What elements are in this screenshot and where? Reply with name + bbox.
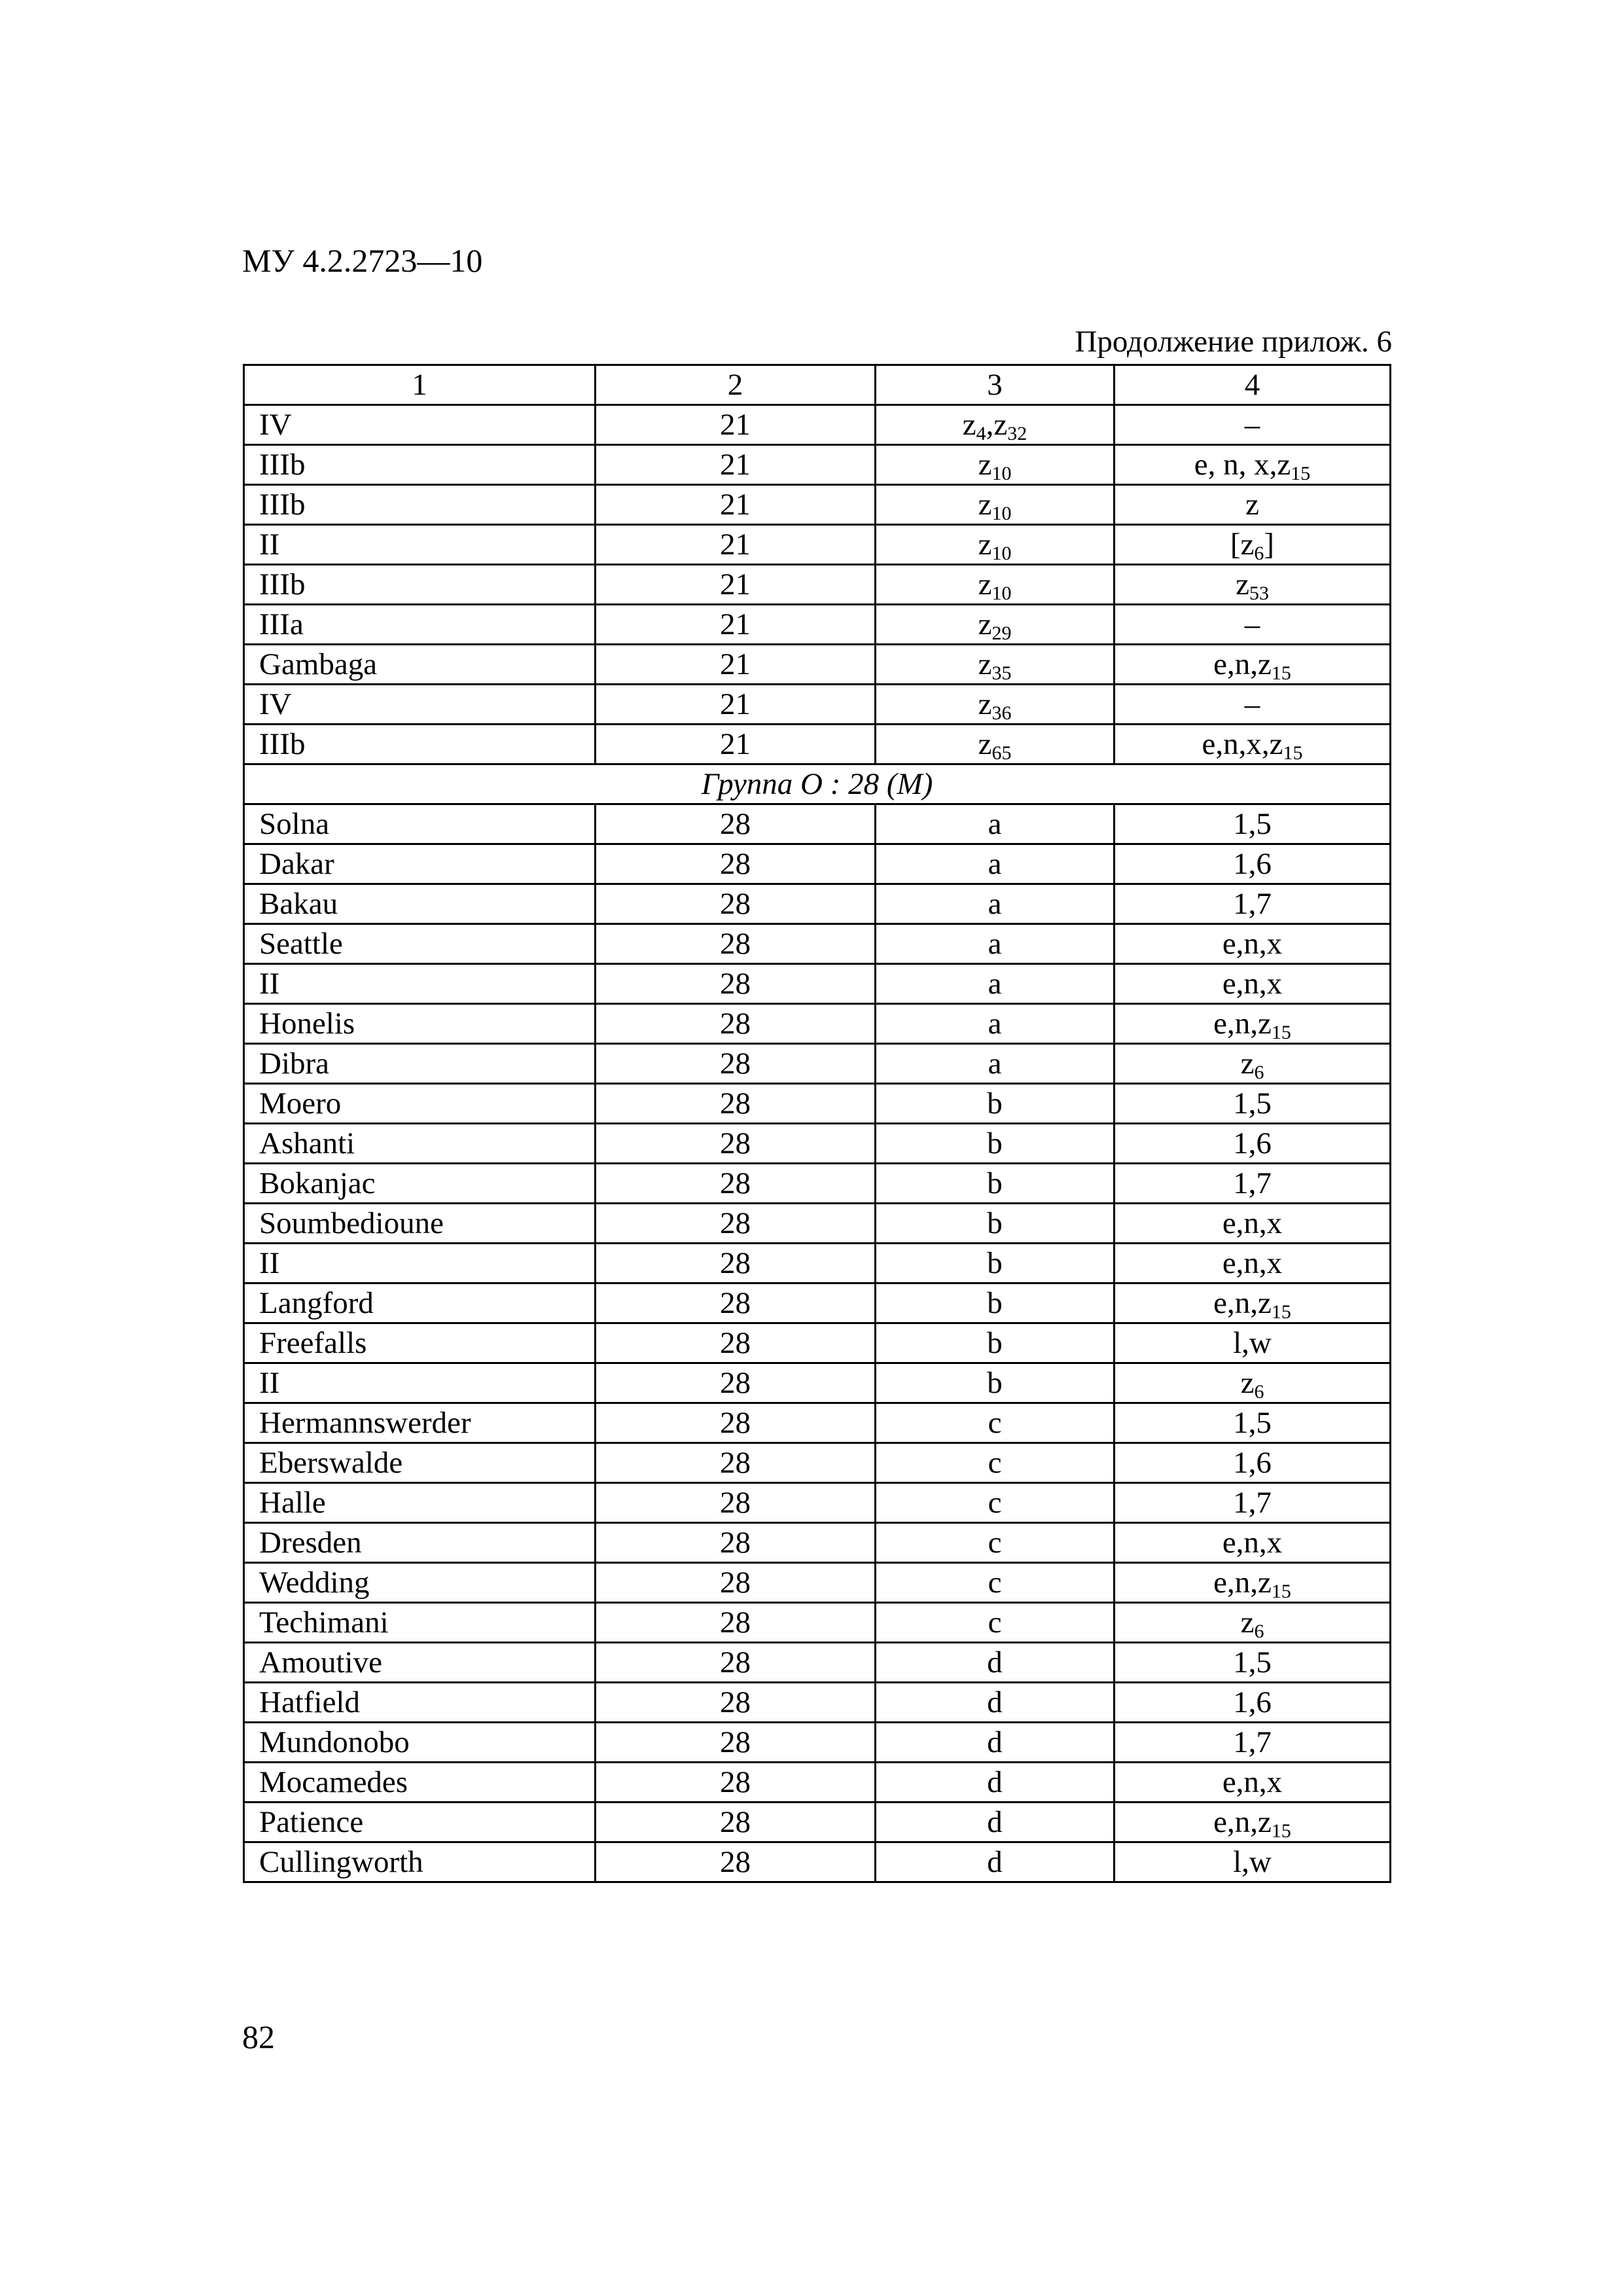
group-title: Группа О : 28 (M) (244, 764, 1391, 804)
cell-text: 1,5 (1233, 1405, 1272, 1440)
phase2-antigen-cell (1115, 964, 1391, 1004)
phase2-antigen-cell (1115, 1803, 1391, 1842)
phase2-antigen-cell (1115, 1483, 1391, 1523)
phase1-antigen-cell (876, 1164, 1115, 1204)
cell-text: e,n,x (1222, 926, 1283, 961)
phase2-antigen-cell (1115, 445, 1391, 485)
table-row (244, 1164, 1391, 1204)
phase1-antigen-cell (876, 1483, 1115, 1523)
cell-subscript: 10 (991, 462, 1012, 484)
cell-text: a (988, 1006, 1002, 1041)
serovar-name-cell: II (244, 1363, 596, 1403)
o-antigen-cell: 28 (596, 1363, 876, 1403)
cell-text: e,n,x (1222, 966, 1283, 1001)
phase1-antigen-cell (876, 725, 1115, 764)
cell-text: e,n,x (1222, 1765, 1283, 1799)
o-antigen-cell: 28 (596, 1723, 876, 1763)
o-antigen-cell: 28 (596, 1283, 876, 1323)
o-antigen-cell: 28 (596, 1443, 876, 1483)
phase2-antigen-cell (1115, 804, 1391, 844)
cell-text: c (988, 1485, 1002, 1520)
cell-text: 1,6 (1233, 1685, 1272, 1719)
serovar-name-cell: Dresden (244, 1523, 596, 1563)
table-body (244, 365, 1391, 1882)
o-antigen-cell: 28 (596, 844, 876, 884)
phase2-antigen-cell (1115, 1603, 1391, 1643)
serovar-name-cell: Soumbedioune (244, 1204, 596, 1244)
cell-subscript: 10 (991, 502, 1012, 524)
cell-text: a (988, 886, 1002, 921)
phase1-antigen-cell (876, 605, 1115, 645)
phase1-antigen-cell (876, 964, 1115, 1004)
phase1-antigen-cell (876, 645, 1115, 685)
table-row (244, 1403, 1391, 1443)
cell-text: e,n,z (1213, 647, 1272, 681)
cell-text: c (988, 1605, 1002, 1640)
cell-text: c (988, 1525, 1002, 1560)
phase2-antigen-cell (1115, 1004, 1391, 1044)
serovar-name-cell: Amoutive (244, 1643, 596, 1683)
cell-text: z (1240, 1605, 1255, 1640)
serovar-name-cell: Gambaga (244, 645, 596, 685)
cell-text: b (987, 1086, 1003, 1121)
o-antigen-cell: 21 (596, 565, 876, 605)
phase2-antigen-cell (1115, 1044, 1391, 1084)
cell-text: z (978, 527, 992, 562)
table-row (244, 1084, 1391, 1124)
table-row (244, 605, 1391, 645)
cell-subscript: 36 (991, 702, 1012, 724)
phase1-antigen-cell (876, 1363, 1115, 1403)
cell-text: ,z (986, 407, 1008, 442)
o-antigen-cell: 28 (596, 1483, 876, 1523)
o-antigen-cell: 28 (596, 1403, 876, 1443)
table-row (244, 1763, 1391, 1803)
phase2-antigen-cell (1115, 1363, 1391, 1403)
cell-text: z (1236, 567, 1249, 601)
phase2-antigen-cell (1115, 1523, 1391, 1563)
o-antigen-cell: 21 (596, 445, 876, 485)
column-header-1: 1 (244, 365, 596, 405)
phase1-antigen-cell (876, 1563, 1115, 1603)
serotype-table (243, 364, 1391, 1883)
cell-text: 1,7 (1233, 1485, 1272, 1520)
o-antigen-cell: 28 (596, 1842, 876, 1882)
o-antigen-cell: 21 (596, 525, 876, 565)
table-row (244, 525, 1391, 565)
phase2-antigen-cell (1115, 645, 1391, 685)
cell-text: 1,5 (1233, 1086, 1272, 1121)
phase2-antigen-cell (1115, 565, 1391, 605)
cell-text: e, n, x,z (1194, 447, 1291, 482)
serovar-name-cell: Mundonobo (244, 1723, 596, 1763)
phase1-antigen-cell (876, 1403, 1115, 1443)
o-antigen-cell: 28 (596, 924, 876, 964)
phase2-antigen-cell (1115, 1683, 1391, 1723)
cell-subscript: 29 (991, 622, 1012, 644)
phase2-antigen-cell (1115, 1842, 1391, 1882)
phase2-antigen-cell (1115, 1204, 1391, 1244)
cell-text: e,n,x (1222, 1525, 1283, 1560)
phase1-antigen-cell (876, 924, 1115, 964)
o-antigen-cell: 28 (596, 1164, 876, 1204)
cell-text: z (962, 407, 976, 442)
serovar-name-cell: IIIb (244, 565, 596, 605)
table-row (244, 884, 1391, 924)
phase2-antigen-cell (1115, 1763, 1391, 1803)
serovar-name-cell: Dibra (244, 1044, 596, 1084)
table-row (244, 1523, 1391, 1563)
phase1-antigen-cell (876, 485, 1115, 525)
cell-text: b (987, 1206, 1003, 1240)
cell-text: – (1244, 687, 1260, 721)
cell-text: 1,5 (1233, 1645, 1272, 1679)
phase1-antigen-cell (876, 1244, 1115, 1283)
cell-text: d (987, 1685, 1003, 1719)
o-antigen-cell: 28 (596, 804, 876, 844)
serovar-name-cell: Wedding (244, 1563, 596, 1603)
cell-text: z (978, 487, 992, 522)
serovar-name-cell: Ashanti (244, 1124, 596, 1164)
o-antigen-cell: 21 (596, 605, 876, 645)
phase1-antigen-cell (876, 1523, 1115, 1563)
serovar-name-cell: IIIa (244, 605, 596, 645)
phase2-antigen-cell (1115, 485, 1391, 525)
document-code: МУ 4.2.2723—10 (242, 242, 483, 279)
table-header-row (244, 365, 1391, 405)
cell-subscript: 6 (1254, 1380, 1264, 1403)
cell-text: b (987, 1126, 1003, 1160)
phase2-antigen-cell (1115, 1124, 1391, 1164)
cell-text: a (988, 926, 1002, 961)
phase1-antigen-cell (876, 1084, 1115, 1124)
table-row (244, 1683, 1391, 1723)
cell-text: b (987, 1285, 1003, 1320)
cell-text: z (978, 607, 992, 641)
phase1-antigen-cell (876, 1763, 1115, 1803)
o-antigen-cell: 28 (596, 1244, 876, 1283)
table-row (244, 964, 1391, 1004)
page-number: 82 (242, 2018, 275, 2055)
cell-text: z (978, 726, 992, 761)
cell-text: 1,7 (1233, 1725, 1272, 1759)
group-title-row (244, 764, 1391, 804)
cell-text: a (988, 846, 1002, 881)
serovar-name-cell: IIIb (244, 725, 596, 764)
cell-text: b (987, 1166, 1003, 1200)
table-row (244, 1204, 1391, 1244)
cell-subscript: 15 (1291, 462, 1311, 484)
cell-subscript: 6 (1254, 1620, 1264, 1642)
phase2-antigen-cell (1115, 1164, 1391, 1204)
column-header-2: 2 (596, 365, 876, 405)
o-antigen-cell: 28 (596, 884, 876, 924)
phase2-antigen-cell (1115, 1563, 1391, 1603)
serovar-name-cell: II (244, 525, 596, 565)
table-row (244, 1363, 1391, 1403)
table-row (244, 1323, 1391, 1363)
table-row (244, 1044, 1391, 1084)
phase2-antigen-cell (1115, 1084, 1391, 1124)
table-row (244, 1244, 1391, 1283)
cell-text: 1,6 (1233, 1126, 1272, 1160)
cell-text: – (1244, 407, 1260, 442)
phase1-antigen-cell (876, 1643, 1115, 1683)
phase1-antigen-cell (876, 1603, 1115, 1643)
cell-text: e,n,x (1222, 1206, 1283, 1240)
serovar-name-cell: Eberswalde (244, 1443, 596, 1483)
phase1-antigen-cell (876, 565, 1115, 605)
cell-text: d (987, 1804, 1003, 1839)
o-antigen-cell: 28 (596, 1204, 876, 1244)
phase2-antigen-cell (1115, 1323, 1391, 1363)
serovar-name-cell: Hatfield (244, 1683, 596, 1723)
serovar-name-cell: IIIb (244, 485, 596, 525)
phase2-antigen-cell (1115, 405, 1391, 445)
o-antigen-cell: 21 (596, 725, 876, 764)
cell-text: l,w (1233, 1844, 1272, 1879)
cell-text: a (988, 966, 1002, 1001)
o-antigen-cell: 28 (596, 1563, 876, 1603)
phase1-antigen-cell (876, 1323, 1115, 1363)
serovar-name-cell: Hermannswerder (244, 1403, 596, 1443)
cell-subscript: 4 (976, 422, 986, 444)
cell-text: z (978, 447, 992, 482)
phase1-antigen-cell (876, 405, 1115, 445)
phase1-antigen-cell (876, 884, 1115, 924)
table-row (244, 844, 1391, 884)
phase2-antigen-cell (1115, 924, 1391, 964)
o-antigen-cell: 28 (596, 1044, 876, 1084)
phase1-antigen-cell (876, 1443, 1115, 1483)
cell-text: 1,6 (1233, 1445, 1272, 1480)
cell-text: [z (1230, 527, 1255, 562)
phase2-antigen-cell (1115, 725, 1391, 764)
cell-subscript: 10 (991, 582, 1012, 604)
cell-subscript: 6 (1254, 542, 1264, 564)
table-row (244, 1483, 1391, 1523)
table-row (244, 1643, 1391, 1683)
table-row (244, 405, 1391, 445)
o-antigen-cell: 28 (596, 1004, 876, 1044)
continuation-label: Продолжение прилож. 6 (1075, 325, 1392, 359)
cell-text: c (988, 1405, 1002, 1440)
cell-text: z (1245, 487, 1259, 522)
cell-subscript: 65 (991, 742, 1012, 764)
phase2-antigen-cell (1115, 844, 1391, 884)
cell-text: – (1244, 607, 1260, 641)
serovar-name-cell: Patience (244, 1803, 596, 1842)
cell-text: 1,6 (1233, 846, 1272, 881)
o-antigen-cell: 21 (596, 485, 876, 525)
serovar-name-cell: Techimani (244, 1603, 596, 1643)
cell-text: l,w (1233, 1325, 1272, 1360)
cell-text: z (978, 567, 992, 601)
cell-subscript: 15 (1271, 1300, 1291, 1323)
cell-text: a (988, 806, 1002, 841)
table-row (244, 924, 1391, 964)
phase1-antigen-cell (876, 1044, 1115, 1084)
serovar-name-cell: Moero (244, 1084, 596, 1124)
serovar-name-cell: Dakar (244, 844, 596, 884)
table-row (244, 725, 1391, 764)
table-row (244, 565, 1391, 605)
phase2-antigen-cell (1115, 1643, 1391, 1683)
phase2-antigen-cell (1115, 685, 1391, 725)
cell-text: c (988, 1565, 1002, 1600)
cell-text: e,n,z (1213, 1006, 1272, 1041)
serovar-name-cell: Seattle (244, 924, 596, 964)
serovar-name-cell: Langford (244, 1283, 596, 1323)
o-antigen-cell: 28 (596, 1084, 876, 1124)
phase2-antigen-cell (1115, 1244, 1391, 1283)
cell-text: a (988, 1046, 1002, 1081)
serovar-name-cell: Mocamedes (244, 1763, 596, 1803)
cell-text: e,n,z (1213, 1565, 1272, 1600)
table-row (244, 1842, 1391, 1882)
cell-text: 1,7 (1233, 1166, 1272, 1200)
phase2-antigen-cell (1115, 1283, 1391, 1323)
cell-subscript: 15 (1271, 1021, 1291, 1043)
cell-text: d (987, 1765, 1003, 1799)
cell-subscript: 32 (1007, 422, 1027, 444)
cell-text: b (987, 1365, 1003, 1400)
cell-text: e,n,x (1222, 1246, 1283, 1280)
cell-text: c (988, 1445, 1002, 1480)
cell-text: d (987, 1844, 1003, 1879)
table-row (244, 1443, 1391, 1483)
o-antigen-cell: 28 (596, 1643, 876, 1683)
cell-text: e,n,z (1213, 1804, 1272, 1839)
cell-text: d (987, 1725, 1003, 1759)
serovar-name-cell: Cullingworth (244, 1842, 596, 1882)
o-antigen-cell: 28 (596, 1763, 876, 1803)
phase1-antigen-cell (876, 1124, 1115, 1164)
phase2-antigen-cell (1115, 1403, 1391, 1443)
cell-subscript: 10 (991, 542, 1012, 564)
table-row (244, 1283, 1391, 1323)
phase2-antigen-cell (1115, 1443, 1391, 1483)
serovar-name-cell: II (244, 964, 596, 1004)
table-row (244, 685, 1391, 725)
cell-text: e,n,z (1213, 1285, 1272, 1320)
cell-text: d (987, 1645, 1003, 1679)
serovar-name-cell: IV (244, 685, 596, 725)
table-row (244, 1124, 1391, 1164)
phase2-antigen-cell (1115, 884, 1391, 924)
cell-text: z (978, 687, 992, 721)
cell-text: b (987, 1325, 1003, 1360)
cell-text: 1,7 (1233, 886, 1272, 921)
serovar-name-cell: IV (244, 405, 596, 445)
cell-text: b (987, 1246, 1003, 1280)
phase1-antigen-cell (876, 1004, 1115, 1044)
cell-text: z (1240, 1046, 1255, 1081)
table-row (244, 1803, 1391, 1842)
cell-subscript: 15 (1283, 742, 1303, 764)
phase2-antigen-cell (1115, 605, 1391, 645)
cell-subscript: 15 (1271, 662, 1291, 684)
serovar-name-cell: Bakau (244, 884, 596, 924)
phase2-antigen-cell (1115, 525, 1391, 565)
table-row (244, 1563, 1391, 1603)
phase1-antigen-cell (876, 445, 1115, 485)
phase1-antigen-cell (876, 844, 1115, 884)
table-row (244, 485, 1391, 525)
cell-text: z (978, 647, 992, 681)
phase1-antigen-cell (876, 1283, 1115, 1323)
serovar-name-cell: Freefalls (244, 1323, 596, 1363)
o-antigen-cell: 28 (596, 1683, 876, 1723)
o-antigen-cell: 28 (596, 964, 876, 1004)
phase1-antigen-cell (876, 1204, 1115, 1244)
column-header-3: 3 (876, 365, 1115, 405)
cell-subscript: 15 (1271, 1580, 1291, 1602)
phase1-antigen-cell (876, 525, 1115, 565)
phase1-antigen-cell (876, 1803, 1115, 1842)
table-row (244, 1004, 1391, 1044)
table-row (244, 1723, 1391, 1763)
phase1-antigen-cell (876, 1723, 1115, 1763)
cell-subscript: 53 (1249, 582, 1269, 604)
o-antigen-cell: 28 (596, 1523, 876, 1563)
o-antigen-cell: 28 (596, 1323, 876, 1363)
table-row (244, 1603, 1391, 1643)
cell-text: ] (1264, 527, 1275, 562)
cell-text: 1,5 (1233, 806, 1272, 841)
o-antigen-cell: 28 (596, 1803, 876, 1842)
cell-text: z (1240, 1365, 1255, 1400)
phase1-antigen-cell (876, 1683, 1115, 1723)
o-antigen-cell: 28 (596, 1603, 876, 1643)
cell-subscript: 35 (991, 662, 1012, 684)
phase1-antigen-cell (876, 685, 1115, 725)
cell-subscript: 6 (1254, 1061, 1264, 1083)
o-antigen-cell: 28 (596, 1124, 876, 1164)
serovar-name-cell: Honelis (244, 1004, 596, 1044)
o-antigen-cell: 21 (596, 645, 876, 685)
serovar-name-cell: Halle (244, 1483, 596, 1523)
serovar-name-cell: II (244, 1244, 596, 1283)
table-row (244, 645, 1391, 685)
serovar-name-cell: Solna (244, 804, 596, 844)
table-row (244, 804, 1391, 844)
phase1-antigen-cell (876, 804, 1115, 844)
serovar-name-cell: Bokanjac (244, 1164, 596, 1204)
phase2-antigen-cell (1115, 1723, 1391, 1763)
o-antigen-cell: 21 (596, 405, 876, 445)
column-header-4: 4 (1115, 365, 1391, 405)
phase1-antigen-cell (876, 1842, 1115, 1882)
serovar-name-cell: IIIb (244, 445, 596, 485)
o-antigen-cell: 21 (596, 685, 876, 725)
cell-subscript: 15 (1271, 1820, 1291, 1842)
table-row (244, 445, 1391, 485)
cell-text: e,n,x,z (1202, 726, 1283, 761)
